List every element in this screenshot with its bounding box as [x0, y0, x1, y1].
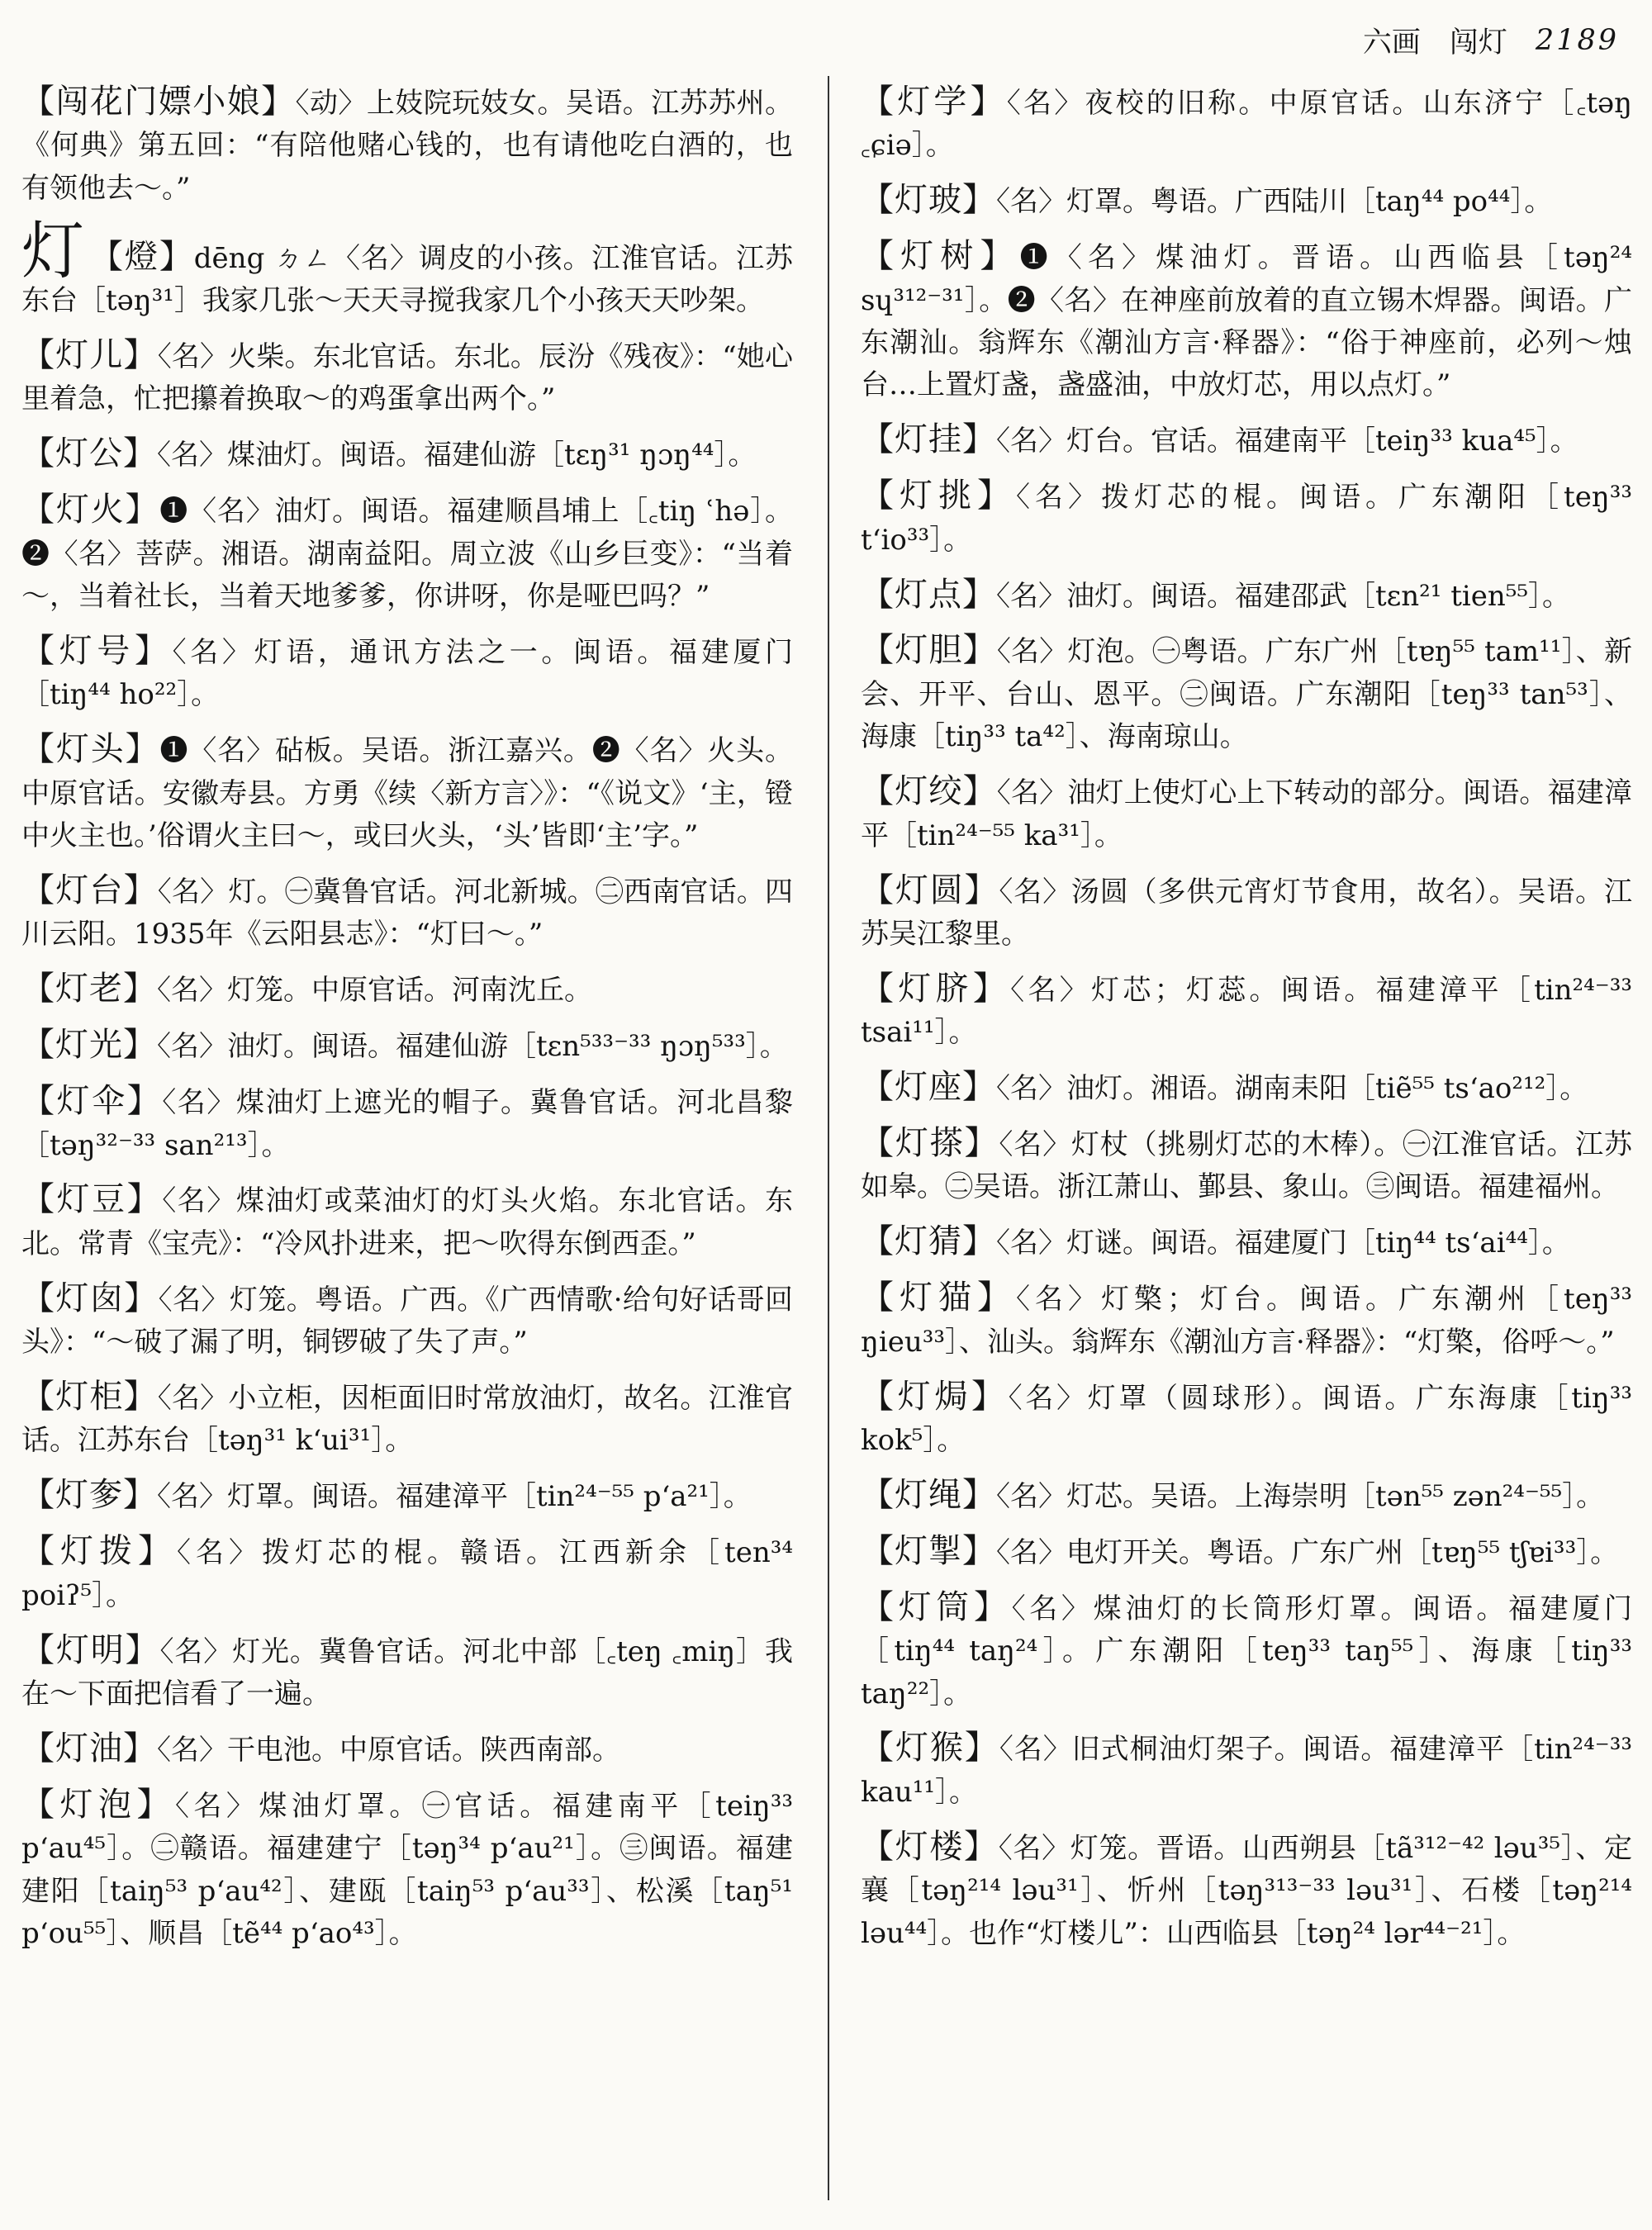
dictionary-entry: [21, 630, 793, 717]
entry-headword: 【灯搽】: [861, 1124, 999, 1163]
entry-headword: 【灯挑】: [861, 477, 1017, 515]
entry-headword: 【灯光】: [21, 1026, 157, 1065]
dictionary-entry: [861, 629, 1632, 758]
entry-definition: 〈名〉灯谜。闽语。福建厦门［tiŋ⁴⁴ tsʻai⁴⁴］。: [996, 1226, 1570, 1260]
dictionary-entry: [861, 1530, 1632, 1574]
entry-headword: 【灯火】: [21, 491, 160, 529]
dictionary-entry: [861, 1587, 1632, 1715]
dictionary-entry: [861, 968, 1632, 1055]
dictionary-entry: [861, 81, 1632, 168]
dictionary-entry: [861, 574, 1632, 618]
entry-headword: 【灯胆】: [861, 631, 997, 670]
entry-definition: 〈名〉夜校的旧称。中原官话。山东济宁［꜀tәŋ ꜀ɕiә］。: [861, 87, 1632, 163]
entry-definition: 〈名〉拨灯芯的棍。闽语。广东潮阳［teŋ³³ tʻio³³］。: [861, 481, 1632, 557]
entry-headword: 【灯玻】: [861, 181, 996, 220]
entry-definition: dēng ㄉㄥ〈名〉调皮的小孩。江淮官话。江苏东台［tәŋ³¹］我家几张～天天寻搅我家几个小孩天天吵架。: [21, 241, 794, 318]
entry-definition: 〈名〉灯泡。㊀粤语。广东广州［tɐŋ⁵⁵ tam¹¹］、新会、开平、台山、恩平。㊁闽语。广东潮阳［teŋ³³ tan⁵³］、海康［tiŋ³³ ta⁴²］、海南琼山。: [861, 635, 1632, 754]
entry-headword: 【灯泡】: [21, 1785, 175, 1824]
dictionary-entry: [21, 728, 793, 857]
entry-headword: 【灯挂】: [861, 420, 996, 459]
dictionary-entry: [21, 870, 793, 956]
entry-headword: 【闯花门嫖小娘】: [21, 83, 296, 121]
entry-headword: 【灯圆】: [861, 871, 999, 909]
entry-headword: 【灯拨】: [21, 1532, 178, 1571]
entry-headword: 【灯绞】: [861, 772, 997, 811]
column-divider: [828, 76, 829, 2200]
dictionary-entry: [21, 213, 794, 323]
dictionary-entry: [21, 968, 793, 1012]
entry-definition: 〈名〉煤油灯或菜油灯的灯头火焰。东北官话。东北。常青《宝壳》：“冷风扑进来，把～吹得东倒西歪。”: [21, 1184, 794, 1260]
left-column: [21, 81, 793, 1967]
entry-definition: 〈名〉灯罩。闽语。福建漳平［tin²⁴⁻⁵⁵ pʻa²¹］。: [157, 1480, 752, 1514]
entry-definition: 〈名〉灯檠；灯台。闽语。广东潮州［teŋ³³ ŋieu³³］、汕头。翁辉东《潮汕方言·释器》：“灯檠，俗呼～。”: [861, 1283, 1632, 1359]
entry-headword: 【灯奓】: [21, 1476, 157, 1515]
entry-headword: 【灯座】: [861, 1068, 996, 1107]
entry-headword: 【灯猴】: [861, 1729, 999, 1767]
dictionary-entry: [21, 489, 793, 618]
head-character: 灯: [21, 213, 85, 287]
dictionary-entry: [861, 1066, 1632, 1110]
entry-definition: 〈名〉煤油灯罩。㊀官话。福建南平［teiŋ³³ pʻau⁴⁵］。㊁赣语。福建建宁［tәŋ³⁴ pʻau²¹］。㊂闽语。福建建阳［taiŋ⁵³ pʻau⁴²］、建瓯［taiŋ⁵³ pʻau³³］、松溪［taŋ⁵¹ pʻou⁵⁵］、顺昌［tẽ⁴⁴ pʻao⁴³］。: [21, 1789, 793, 1951]
entry-headword: 【灯号】: [21, 631, 173, 670]
entry-headword: 【灯公】: [21, 434, 157, 473]
entry-definition: 〈名〉火柴。东北官话。东北。辰汾《残夜》：“她心里着急，忙把攥着换取～的鸡蛋拿出两个。”: [21, 340, 793, 416]
entry-headword: 【灯豆】: [21, 1180, 163, 1219]
entry-definition: 〈名〉灯芯；灯蕊。闽语。福建漳平［tin²⁴⁻³³ tsai¹¹］。: [861, 973, 1633, 1050]
dictionary-entry: [861, 870, 1632, 956]
entry-headword: 【灯树】: [861, 237, 1020, 276]
dictionary-entry: [21, 1278, 793, 1364]
dictionary-entry: [861, 1826, 1632, 1955]
entry-headword: 【灯儿】: [21, 336, 158, 375]
entry-definition: 〈名〉汤圆（多供元宵灯节食用，故名）。吴语。江苏吴江黎里。: [861, 875, 1633, 951]
entry-definition: 〈名〉油灯上使灯心上下转动的部分。闽语。福建漳平［tin²⁴⁻⁵⁵ ka³¹］。: [861, 776, 1633, 852]
dictionary-entry: [861, 179, 1632, 223]
entry-definition: 〈名〉灯光。冀鲁官话。河北中部［꜀teŋ ꜀miŋ］我在～下面把信看了一遍。: [21, 1635, 794, 1710]
page-header: [859, 13, 1619, 68]
dictionary-entry: [861, 1727, 1632, 1814]
entry-headword: 【灯油】: [21, 1729, 157, 1767]
section-title: 六画 闯灯: [1362, 26, 1507, 59]
entry-headword: 【燈】: [89, 237, 194, 276]
dictionary-entry: [21, 1728, 793, 1772]
dictionary-entry: [21, 334, 793, 421]
dictionary-entry: [21, 81, 793, 210]
entry-headword: 【灯筒】: [861, 1587, 1012, 1626]
entry-definition: 〈名〉电灯开关。粤语。广东广州［tɐŋ⁵⁵ tʃɐi³³］。: [996, 1535, 1619, 1569]
dictionary-entry: [861, 475, 1632, 562]
entry-definition: 〈名〉油灯。闽语。福建邵武［tɛn²¹ tien⁵⁵］。: [996, 579, 1571, 613]
entry-definition: 〈名〉灯语，通讯方法之一。闽语。福建厦门［tiŋ⁴⁴ ho²²］。: [21, 635, 793, 712]
entry-definition: 〈名〉油灯。湘语。湖南耒阳［tiẽ⁵⁵ tsʻao²¹²］。: [996, 1072, 1588, 1106]
entry-headword: 【灯猫】: [861, 1279, 1017, 1317]
entry-definition: 〈名〉灯杖（挑剔灯芯的木棒）。㊀江淮官话。江苏如皋。㊁吴语。浙江萧山、鄞县、象山。㊂闽语。福建福州。: [861, 1128, 1633, 1204]
dictionary-entry: [861, 419, 1632, 463]
dictionary-entry: [21, 1630, 793, 1716]
dictionary-entry: [861, 771, 1632, 857]
entry-definition: 〈名〉灯笼。中原官话。河南沈丘。: [157, 974, 592, 1008]
entry-headword: 【灯台】: [21, 871, 158, 909]
entry-headword: 【灯囱】: [21, 1279, 159, 1317]
entry-definition: ❶〈名〉砧板。吴语。浙江嘉兴。❷〈名〉火头。中原官话。安徽寿县。方勇《续〈新方言〉》：“《说文》‘主，镫中火主也。’俗谓火主曰～，或曰火头，‘头’皆即‘主’字。”: [21, 734, 794, 853]
entry-headword: 【灯脐】: [861, 969, 1011, 1008]
entry-definition: 〈名〉灯。㊀冀鲁官话。河北新城。㊁西南官话。四川云阳。1935年《云阳县志》：“灯曰～。”: [21, 875, 794, 951]
entry-definition: 〈名〉灯罩（圆球形）。闽语。广东海康［tiŋ³³ kok⁵］。: [861, 1381, 1633, 1457]
dictionary-entry: [21, 1179, 793, 1265]
entry-headword: 【灯点】: [861, 575, 996, 614]
entry-definition: 〈名〉拨灯芯的棍。赣语。江西新余［ten³⁴ poiʔ⁵］。: [21, 1536, 793, 1612]
entry-headword: 【灯焗】: [861, 1377, 1009, 1416]
dictionary-entry: [21, 433, 793, 477]
entry-headword: 【灯猜】: [861, 1222, 996, 1261]
entry-headword: 【灯老】: [21, 970, 157, 1008]
entry-headword: 【灯学】: [861, 83, 1007, 121]
dictionary-entry: [861, 1221, 1632, 1264]
entry-definition: 〈名〉干电池。中原官话。陕西南部。: [157, 1733, 620, 1767]
entry-definition: 〈名〉油灯。闽语。福建仙游［tɛn⁵³³⁻³³ ŋɔŋ⁵³³］。: [157, 1030, 788, 1064]
entry-headword: 【灯明】: [21, 1630, 160, 1669]
dictionary-entry: [21, 1024, 793, 1068]
entry-definition: 〈名〉煤油灯的长筒形灯罩。闽语。福建厦门［tiŋ⁴⁴ taŋ²⁴］。广东潮阳［teŋ³³ taŋ⁵⁵］、海康［tiŋ³³ taŋ²²］。: [861, 1592, 1632, 1710]
dictionary-entry: [21, 1530, 793, 1617]
dictionary-entry: [861, 1277, 1632, 1364]
entry-definition: 〈名〉灯台。官话。福建南平［teiŋ³³ kua⁴⁵］。: [996, 425, 1578, 458]
entry-definition: 〈名〉煤油灯上遮光的帽子。冀鲁官话。河北昌黎［tәŋ³²⁻³³ san²¹³］。: [21, 1086, 794, 1162]
entry-definition: 〈名〉煤油灯。闽语。福建仙游［tɛŋ³¹ ŋɔŋ⁴⁴］。: [157, 439, 757, 472]
entry-definition: 〈名〉旧式桐油灯架子。闽语。福建漳平［tin²⁴⁻³³ kau¹¹］。: [861, 1733, 1632, 1809]
entry-definition: ❶〈名〉煤油灯。晋语。山西临县［tәŋ²⁴ sɥ³¹²⁻³¹］。❷〈名〉在神座前放着的直立锡木焊器。闽语。广东潮汕。翁辉东《潮汕方言·释器》：“俗于神座前，必列～烛台…上置灯盏，盏盛油，中放灯芯，用以点灯。”: [861, 241, 1632, 402]
dictionary-entry: [21, 1080, 793, 1167]
entry-definition: 〈名〉灯笼。晋语。山西朔县［tã³¹²⁻⁴² lәu³⁵］、定襄［tәŋ²¹⁴ lәu³¹］、忻州［tәŋ³¹³⁻³³ lәu³¹］、石楼［tәŋ²¹⁴ lәu⁴⁴］。也作“灯楼儿”：山西临县［tәŋ²⁴ lәr⁴⁴⁻²¹］。: [861, 1831, 1632, 1950]
dictionary-entry: [861, 1376, 1632, 1463]
entry-headword: 【灯绳】: [861, 1475, 996, 1514]
entry-headword: 【灯伞】: [21, 1082, 163, 1121]
dictionary-entry: [21, 1784, 793, 1956]
dictionary-entry: [21, 1376, 793, 1463]
entry-definition: 〈名〉灯罩。粤语。广西陆川［taŋ⁴⁴ po⁴⁴］。: [996, 185, 1553, 219]
entry-definition: ❶〈名〉油灯。闽语。福建顺昌埔上［꜀tiŋ ʿhә］。❷〈名〉菩萨。湘语。湖南益阳。周立波《山乡巨变》：“当着～，当着社长，当着天地爹爹，你讲呀，你是哑巴吗？”: [21, 495, 794, 614]
entry-definition: 〈名〉灯芯。吴语。上海崇明［tәn⁵⁵ zәn²⁴⁻⁵⁵］。: [996, 1479, 1605, 1513]
page-number: 2189: [1535, 24, 1619, 57]
dictionary-entry: [861, 1474, 1632, 1518]
dictionary-entry: [861, 235, 1632, 407]
entry-definition: 〈动〉上妓院玩妓女。吴语。江苏苏州。《何典》第五回：“有陪他赌心钱的，也有请他吃白酒的，也有领他去～。”: [21, 87, 794, 205]
entry-headword: 【灯柜】: [21, 1378, 158, 1416]
entry-definition: 〈名〉小立柜，因柜面旧时常放油灯，故名。江淮官话。江苏东台［tәŋ³¹ kʻui³¹］。: [21, 1382, 794, 1458]
entry-headword: 【灯头】: [21, 730, 160, 769]
dictionary-entry: [861, 1122, 1632, 1209]
right-column: [861, 81, 1632, 1967]
dictionary-entry: [21, 1474, 793, 1518]
entry-headword: 【灯楼】: [861, 1827, 999, 1866]
entry-definition: 〈名〉灯笼。粤语。广西。《广西情歌·给句好话哥回头》：“～破了漏了明，铜锣破了失了声。”: [21, 1283, 794, 1359]
entry-headword: 【灯掣】: [861, 1531, 996, 1570]
